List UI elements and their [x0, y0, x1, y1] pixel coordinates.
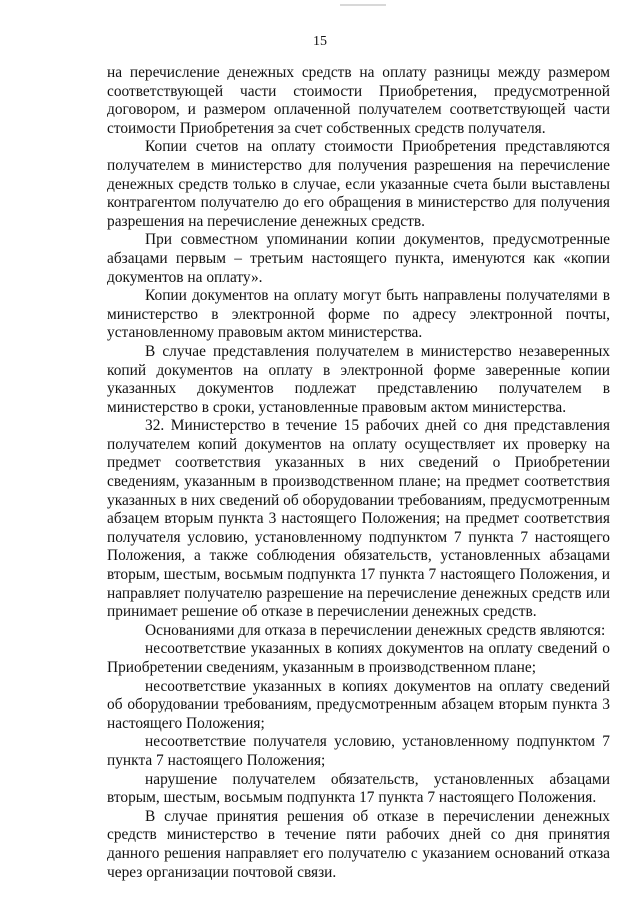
refusal-ground-item: нарушение получателем обязательств, установленных абзацами вторым, шестым, восьмым подпункта 17 пункта 7 настоящего Положения. [107, 770, 610, 807]
scan-artifact [340, 4, 386, 6]
refusal-ground-item: несоответствие получателя условию, установленному подпунктом 7 пункта 7 настоящего Положения; [107, 733, 610, 769]
refusal-ground-item: несоответствие указанных в копиях документов на оплату сведений об оборудовании требованиям, предусмотренным абзацем вторым пункта 3 настоящего Положения; [107, 677, 610, 732]
paragraph-item-32: 32. Министерство в течение 15 рабочих дней со дня представления получателем копий документов на оплату осуществляет их проверку на предмет соответствия указанных в них сведений о Приобретении сведениям, указанным в производственном плане; на предмет соответствия указанных в них сведений об оборудовании требованиям, предусмотренным абзацем вторым пункта 3 настоящего Положения; на предмет соответствия получателя условию, установленному подпунктом 7 пункта 7 настоящего Положения, а также соблюдения обязательств, установленных абзацами вторым, шестым, восьмым подпункта 17 пункта 7 настоящего Положения, и направляет получателю разрешение на перечисление денежных средств или принимает решение об отказе в перечислении денежных средств. [107, 417, 610, 621]
paragraph-payment-documents-definition: При совместном упоминании копии документов, предусмотренные абзацами первым – третьим настоящего пункта, именуются как «копии документов на оплату». [107, 231, 610, 286]
paragraph-certified-copies: В случае представления получателем в министерство незаверенных копий документов на оплату в электронной форме заверенные копии указанных документов подлежат представлению получателем в министерство в сроки, установленные правовым актом министерства. [107, 342, 610, 416]
paragraph-electronic-submission: Копии документов на оплату могут быть направлены получателями в министерство в электронной форме по адресу электронной почты, установленному правовым актом министерства. [107, 287, 610, 342]
document-body [107, 64, 610, 882]
refusal-ground-item: несоответствие указанных в копиях документов на оплату сведений о Приобретении сведениям, указанным в производственном плане; [107, 640, 610, 676]
paragraph-refusal-grounds-intro: Основаниями для отказа в перечислении денежных средств являются: [145, 621, 606, 639]
paragraph-continuation: на перечисление денежных средств на оплату разницы между размером соответствующей части стоимости Приобретения, предусмотренной договором, и размером оплаченной получателем соответствующей части стоимости Приобретения за счет собственных средств получателя. [107, 64, 610, 137]
page-number: 15 [313, 34, 327, 49]
paragraph-invoice-copies: Копии счетов на оплату стоимости Приобретения представляются получателем в министерство для получения разрешения на перечисление денежных средств только в случае, если указанные счета были выставлены контрагентом получателю до его обращения в министерство для получения разрешения на перечисление денежных средств. [107, 138, 610, 230]
paragraph-refusal-notification: В случае принятия решения об отказе в перечислении денежных средств министерство в течение пяти рабочих дней со дня принятия данного решения направляет его получателю с указанием оснований отказа через организации почтовой связи. [107, 807, 610, 881]
